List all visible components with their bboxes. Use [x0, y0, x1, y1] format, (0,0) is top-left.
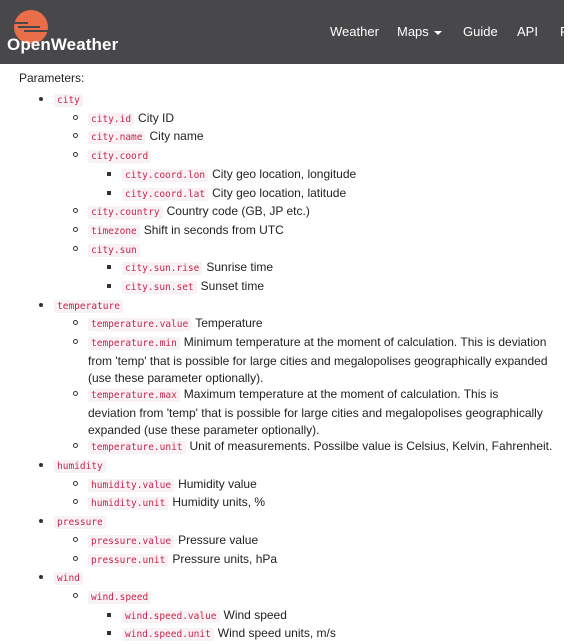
param-code: temperature.value — [88, 318, 191, 331]
param-desc: Humidity units, % — [172, 495, 266, 510]
param-code: wind — [54, 572, 83, 585]
param-code: temperature.max — [88, 389, 180, 402]
list-item — [0, 278, 564, 297]
top-navbar — [0, 0, 568, 64]
param-desc: City ID — [138, 110, 175, 125]
param-code: pressure — [54, 516, 106, 529]
param-code: city.name — [88, 131, 145, 144]
list-item — [0, 513, 564, 532]
list-item — [0, 494, 564, 513]
param-desc: Temperature — [195, 316, 263, 331]
list-item — [0, 147, 564, 166]
bullet-icon — [39, 575, 43, 579]
bullet-icon — [39, 463, 43, 467]
bullet-icon — [107, 631, 111, 635]
param-desc: Humidity value — [178, 476, 257, 491]
bullet-icon — [73, 208, 78, 213]
param-code: wind.speed — [88, 591, 151, 604]
list-item — [0, 185, 564, 204]
list-item — [0, 457, 564, 476]
list-item — [0, 438, 564, 457]
bullet-icon — [73, 499, 78, 504]
param-desc: Sunset time — [200, 279, 265, 294]
bullet-icon — [73, 556, 78, 561]
list-item — [0, 569, 564, 588]
list-item — [0, 91, 564, 110]
bullet-icon — [73, 115, 78, 120]
param-code: city.id — [88, 113, 134, 126]
param-desc: Pressure units, hPa — [172, 551, 278, 566]
parameters-heading: Parameters: — [19, 71, 85, 85]
list-item — [0, 386, 564, 438]
parameter-tree — [0, 91, 564, 644]
list-item — [0, 166, 564, 185]
bullet-icon — [73, 339, 78, 344]
param-code: humidity — [54, 460, 106, 473]
list-item — [0, 241, 564, 260]
bullet-icon — [73, 391, 78, 396]
list-item — [0, 532, 564, 551]
param-code: city.sun.set — [122, 281, 197, 294]
nav-maps-label: Maps — [397, 24, 429, 39]
param-code: humidity.unit — [88, 497, 168, 510]
bullet-icon — [39, 519, 43, 523]
nav-api[interactable]: API — [517, 24, 538, 39]
bullet-icon — [107, 172, 111, 176]
param-desc: Pressure value — [178, 532, 259, 547]
bullet-icon — [39, 97, 43, 101]
param-desc: Wind speed units, m/s — [217, 626, 336, 641]
bullet-icon — [73, 593, 78, 598]
param-code: temperature.min — [88, 337, 180, 350]
param-code: city.coord.lat — [122, 188, 208, 201]
param-code: temperature.unit — [88, 441, 186, 454]
list-item — [0, 110, 564, 129]
logo-text[interactable]: OpenWeather — [7, 35, 119, 54]
list-item — [0, 334, 564, 386]
nav-maps[interactable] — [397, 24, 442, 39]
list-item — [0, 607, 564, 626]
param-desc: Maximum temperature at the moment of calculation. This is deviation from 'temp' that is possible for large cities and megalopolises geographically expanded (use these parameter optionally). — [88, 387, 543, 437]
sun-logo-icon[interactable] — [14, 10, 48, 32]
bullet-icon — [73, 152, 78, 157]
param-desc: Sunrise time — [206, 260, 274, 275]
param-desc: City name — [149, 129, 204, 144]
docs-content — [0, 64, 564, 641]
bullet-icon — [73, 133, 78, 138]
list-item — [0, 625, 564, 644]
list-item — [0, 315, 564, 334]
param-code: city.coord.lon — [122, 169, 208, 182]
param-code: wind.speed.value — [122, 610, 220, 623]
list-item — [0, 128, 564, 147]
bullet-icon — [73, 537, 78, 542]
nav-guide[interactable]: Guide — [463, 24, 498, 39]
param-desc: Shift in seconds from UTC — [143, 222, 284, 237]
bullet-icon — [39, 303, 43, 307]
bullet-icon — [107, 613, 111, 617]
list-item — [0, 297, 564, 316]
param-desc: City geo location, longitude — [212, 166, 357, 181]
bullet-icon — [107, 191, 111, 195]
param-code: city.sun.rise — [122, 262, 202, 275]
param-code: timezone — [88, 225, 140, 238]
param-code: city.sun — [88, 244, 140, 257]
list-item — [0, 259, 564, 278]
bullet-icon — [107, 284, 111, 288]
param-desc: Country code (GB, JP etc.) — [166, 204, 310, 219]
param-desc: Unit of measurements. Possilbe value is Celsius, Kelvin, Fahrenheit. — [189, 439, 553, 454]
nav-weather[interactable]: Weather — [330, 24, 379, 39]
param-code: city.coord — [88, 150, 151, 163]
param-desc: Minimum temperature at the moment of calculation. This is deviation from 'temp' that is possible for large cities and megalopolises geographically expanded (use these parameter optionally). — [88, 335, 548, 385]
bullet-icon — [73, 481, 78, 486]
caret-down-icon — [434, 31, 442, 35]
bullet-icon — [73, 320, 78, 325]
list-item — [0, 551, 564, 570]
param-desc: City geo location, latitude — [212, 185, 347, 200]
param-code: temperature — [54, 300, 123, 313]
list-item — [0, 588, 564, 607]
param-code: pressure.value — [88, 535, 174, 548]
list-item — [0, 476, 564, 495]
param-desc: Wind speed — [223, 607, 287, 622]
nav-more[interactable]: F — [560, 24, 568, 39]
param-code: pressure.unit — [88, 554, 168, 567]
bullet-icon — [73, 246, 78, 251]
bullet-icon — [107, 265, 111, 269]
list-item — [0, 203, 564, 222]
list-item — [0, 222, 564, 241]
bullet-icon — [73, 227, 78, 232]
param-code: city — [54, 94, 83, 107]
param-code: city.country — [88, 206, 163, 219]
bullet-icon — [73, 443, 78, 448]
param-code: humidity.value — [88, 479, 174, 492]
param-code: wind.speed.unit — [122, 628, 214, 641]
